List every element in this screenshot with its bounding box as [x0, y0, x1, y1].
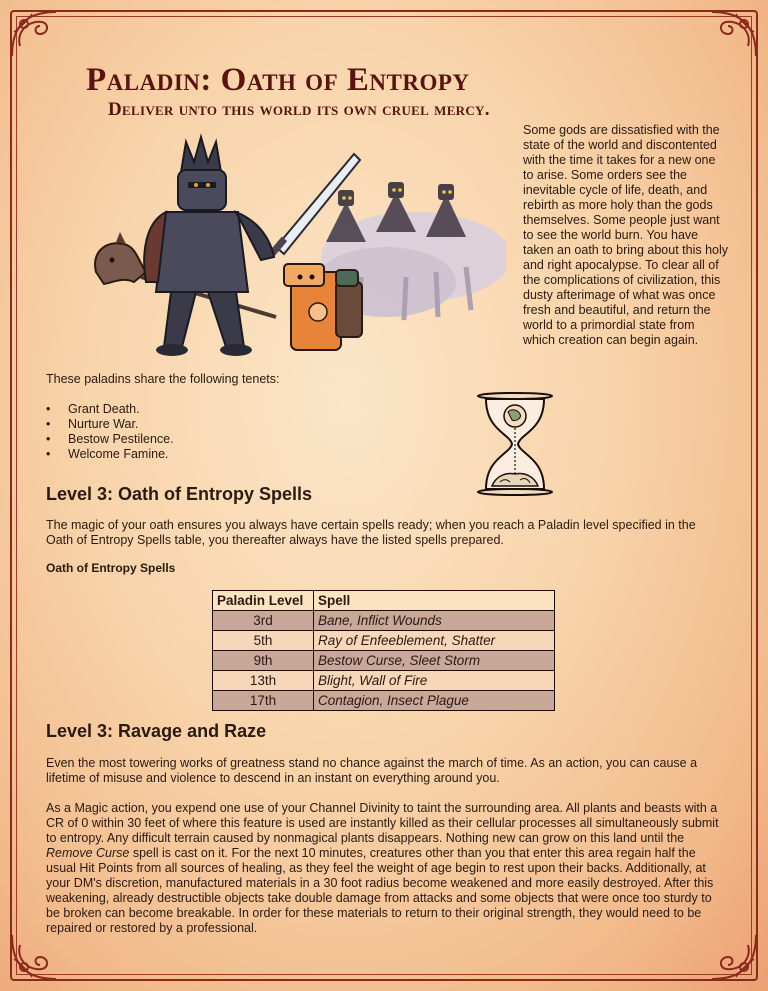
corner-flourish-icon	[6, 6, 62, 62]
paladin-illustration	[86, 132, 506, 372]
table-row	[213, 611, 555, 631]
table-row	[213, 671, 555, 691]
level-cell: 17th	[213, 691, 314, 711]
paragraph-text: spell is cast on it. For the next 10 minutes, creatures other than you that enter this area regain half the usual Hit Points from all sources of healing, as they feel the weight of age begin to rest upon their backs. Additionally, at your DM's discretion, manufactured materials in a 30 foot radius become weakened and more easily destroyed. After this weakening, already destructible objects take double damage from attacks and some objects that were once too sturdy to be broken can become breakable. In order for these materials to return to their original strength, they would need to be repaired or restored by a professional.	[46, 846, 714, 935]
spell-cell: Bane, Inflict Wounds	[314, 611, 555, 631]
tenet-text: Grant Death.	[68, 402, 140, 416]
spells-table	[212, 590, 555, 711]
bullet-icon: •	[46, 402, 51, 416]
spell-cell: Blight, Wall of Fire	[314, 671, 555, 691]
list-item	[46, 417, 174, 432]
page-subtitle: Deliver unto this world its own cruel mercy.	[108, 99, 490, 120]
section-heading: Level 3: Ravage and Raze	[46, 721, 267, 741]
level-cell: 9th	[213, 651, 314, 671]
spell-cell: Ray of Enfeeblement, Shatter	[314, 631, 555, 651]
page-title: Paladin: Oath of Entropy	[86, 62, 470, 98]
table-header-row	[213, 591, 555, 611]
bullet-icon: •	[46, 432, 51, 446]
section-paragraph: The magic of your oath ensures you always have certain spells ready; when you reach a Paladin level specified in the Oath of Entropy Spells table, you thereafter always have the listed spells prepared.	[46, 518, 696, 547]
list-item	[46, 432, 174, 447]
corner-flourish-icon	[706, 6, 762, 62]
tenet-text: Welcome Famine.	[68, 447, 169, 461]
intro-paragraph: Some gods are dissatisfied with the state of the world and discontented with the time it takes for a new one to arise. Some orders see the inevitable cycle of life, death, and rebirth as more holy than the gods themselves. Some people just want to see the world burn. You have taken an oath to bring about this holy and right apocalypse. To clear all of the complications of civilization, this dusty afterimage of what was once fresh and beautiful, and return the world to a primordial state from which creation can begin again.	[523, 123, 729, 347]
list-item	[46, 402, 174, 417]
spell-cell: Contagion, Insect Plague	[314, 691, 555, 711]
table-caption: Oath of Entropy Spells	[46, 561, 176, 575]
column-header: Spell	[314, 591, 555, 611]
level-cell: 3rd	[213, 611, 314, 631]
section-paragraph	[46, 801, 724, 936]
bullet-icon: •	[46, 417, 51, 431]
list-item	[46, 447, 174, 462]
paragraph-text: As a Magic action, you expend one use of your Channel Divinity to taint the surrounding area. All plants and beasts with a CR of 0 within 30 feet of where this feature is used are instantly killed as their cellular processes all simultaneously submit to entropy. Any difficult terrain caused by nonmagical plants disappears. Nothing new can grow on this land until the	[46, 801, 719, 845]
table-row	[213, 651, 555, 671]
level-cell: 5th	[213, 631, 314, 651]
tenets-lead: These paladins share the following tenets:	[46, 372, 280, 386]
level-cell: 13th	[213, 671, 314, 691]
hourglass-icon	[470, 390, 560, 498]
spell-cell: Bestow Curse, Sleet Storm	[314, 651, 555, 671]
tenet-text: Bestow Pestilence.	[68, 432, 174, 446]
tenet-text: Nurture War.	[68, 417, 139, 431]
bullet-icon: •	[46, 447, 51, 461]
section-heading: Level 3: Oath of Entropy Spells	[46, 484, 313, 504]
corner-flourish-icon	[706, 929, 762, 985]
column-header: Paladin Level	[213, 591, 314, 611]
corner-flourish-icon	[6, 929, 62, 985]
spell-reference: Remove Curse	[46, 846, 130, 860]
section-paragraph: Even the most towering works of greatness stand no chance against the march of time. As an action, you can cause a lifetime of misuse and violence to descend in an instant on everything around you.	[46, 756, 698, 785]
table-row	[213, 691, 555, 711]
tenets-list	[46, 402, 174, 462]
table-row	[213, 631, 555, 651]
